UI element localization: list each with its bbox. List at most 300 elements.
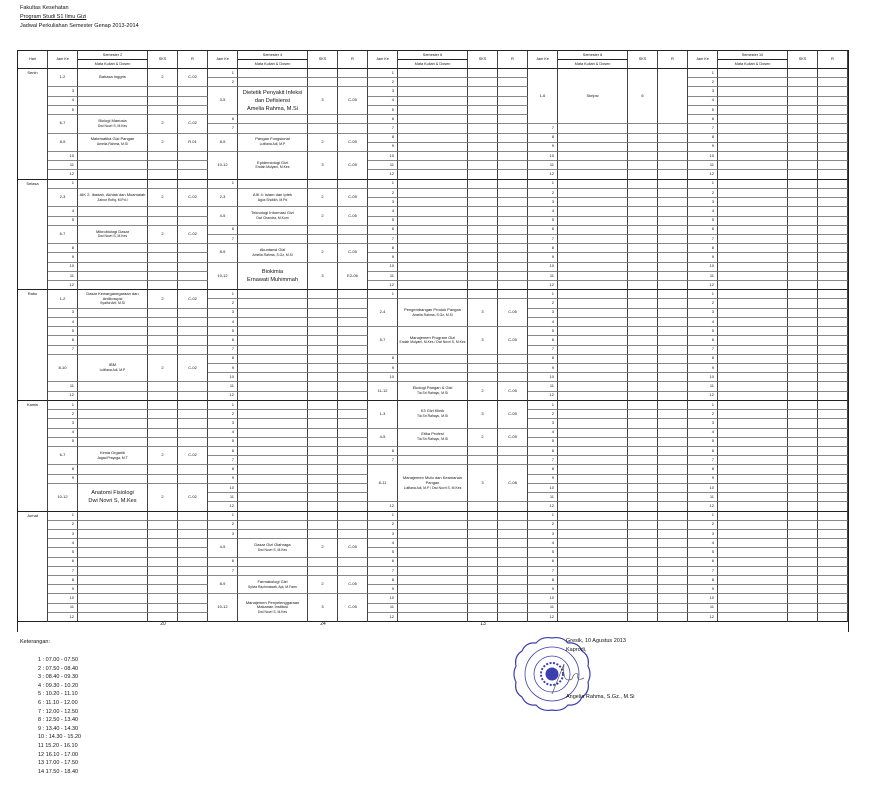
jam-ke-cell: 2 (48, 410, 78, 419)
empty-sks-cell (308, 226, 338, 235)
faculty-name: Fakultas Kesehatan (20, 5, 69, 11)
course-name: Teknologi Informasi Gizi (251, 210, 294, 216)
jam-ke-cell: 7 (528, 456, 558, 465)
empty-room-cell (498, 558, 528, 567)
sks-cell: 2 (148, 134, 178, 152)
empty-course-cell (398, 180, 468, 189)
empty-room-cell (338, 299, 368, 308)
room-cell: C-05 (338, 594, 368, 622)
jam-ke-cell: 1-2 (48, 290, 78, 308)
empty-course-cell (718, 290, 788, 299)
empty-sks-cell (308, 502, 338, 511)
empty-sks-cell (788, 429, 818, 438)
jam-ke-cell: 5 (48, 438, 78, 447)
empty-sks-cell (788, 69, 818, 78)
empty-room-cell (498, 78, 528, 87)
total-sks: 13 (480, 622, 486, 628)
empty-room-cell (818, 115, 848, 124)
empty-room-cell (818, 512, 848, 521)
jam-ke-cell: 9 (208, 475, 238, 484)
empty-sks-cell (148, 585, 178, 594)
jam-ke-cell: 3 (528, 419, 558, 428)
empty-sks-cell (788, 253, 818, 262)
empty-room-cell (178, 161, 208, 170)
jam-ke-cell: 2 (48, 521, 78, 530)
jam-ke-cell: 11 (368, 604, 398, 613)
empty-room-cell (498, 124, 528, 133)
jam-ke-cell: 12 (368, 502, 398, 511)
empty-sks-cell (628, 585, 658, 594)
jam-ke-cell: 10 (528, 263, 558, 272)
course-name: Biokimia (261, 268, 284, 275)
empty-sks-cell (628, 392, 658, 401)
jam-ke-cell: 12 (688, 502, 718, 511)
course-cell (238, 539, 308, 557)
course-name: Dasar Kewarganegaraan dan Antikorupsi (86, 290, 139, 301)
empty-course-cell (398, 189, 468, 198)
empty-room-cell (338, 558, 368, 567)
empty-course-cell (558, 456, 628, 465)
empty-course-cell (78, 429, 148, 438)
empty-course-cell (558, 198, 628, 207)
jam-ke-cell: 1 (528, 180, 558, 189)
jam-ke-cell: 9 (688, 253, 718, 262)
empty-room-cell (178, 170, 208, 179)
empty-room-cell (658, 576, 688, 585)
empty-room-cell (178, 106, 208, 115)
signature-block (566, 637, 634, 702)
jam-ke-cell: 6-7 (48, 226, 78, 244)
empty-room-cell (818, 152, 848, 161)
empty-room-cell (338, 419, 368, 428)
empty-sks-cell (308, 336, 338, 345)
empty-course-cell (718, 161, 788, 170)
jam-ke-cell: 9 (48, 253, 78, 262)
empty-course-cell (78, 475, 148, 484)
empty-course-cell (238, 235, 308, 244)
empty-room-cell (658, 226, 688, 235)
empty-course-cell (558, 217, 628, 226)
empty-sks-cell (788, 143, 818, 152)
jam-ke-cell: 12 (688, 281, 718, 290)
empty-course-cell (718, 401, 788, 410)
jam-ke-cell: 12 (528, 392, 558, 401)
empty-room-cell (658, 465, 688, 474)
empty-course-cell (718, 235, 788, 244)
empty-room-cell (178, 152, 208, 161)
empty-sks-cell (308, 567, 338, 576)
empty-room-cell (658, 456, 688, 465)
empty-sks-cell (628, 244, 658, 253)
jam-ke-cell: 10 (688, 594, 718, 603)
jam-ke-cell: 12 (48, 281, 78, 290)
empty-course-cell (558, 281, 628, 290)
empty-room-cell (178, 392, 208, 401)
jam-ke-cell: 1 (208, 290, 238, 299)
jam-ke-cell: 2 (528, 410, 558, 419)
empty-room-cell (818, 521, 848, 530)
empty-room-cell (818, 318, 848, 327)
empty-room-cell (818, 576, 848, 585)
day-kamis: Kamis (18, 401, 48, 512)
jam-ke-cell: 4 (688, 207, 718, 216)
course-name: Etika Profesi (421, 431, 444, 437)
lecturer-name: Lutfiana Adi, M.P (99, 368, 126, 373)
empty-course-cell (78, 244, 148, 253)
empty-room-cell (338, 530, 368, 539)
jam-ke-cell: 12 (528, 281, 558, 290)
course-cell (78, 484, 148, 512)
empty-course-cell (238, 180, 308, 189)
course-name: Pengembangan Produk Pangan (404, 307, 461, 312)
empty-course-cell (558, 558, 628, 567)
empty-sks-cell (788, 217, 818, 226)
empty-room-cell (818, 69, 848, 78)
empty-room-cell (818, 401, 848, 410)
empty-room-cell (338, 115, 368, 124)
jam-ke-cell: 6 (528, 558, 558, 567)
course-cell (78, 447, 148, 465)
empty-room-cell (338, 512, 368, 521)
course-name: Anatomi Fisiologi (91, 490, 134, 497)
empty-room-cell (658, 475, 688, 484)
empty-room-cell (818, 189, 848, 198)
jam-ke-cell: 4 (528, 429, 558, 438)
day-rabu: Rabu (18, 290, 48, 401)
empty-sks-cell (148, 419, 178, 428)
legend-title: Keterangan: (20, 639, 50, 645)
jam-ke-cell: 1 (208, 401, 238, 410)
room-cell: C-05 (338, 152, 368, 180)
empty-room-cell (658, 143, 688, 152)
jam-ke-cell: 3 (688, 419, 718, 428)
empty-course-cell (718, 438, 788, 447)
empty-sks-cell (148, 97, 178, 106)
jam-ke-cell: 4 (208, 318, 238, 327)
sks-cell: 3 (308, 87, 338, 115)
empty-course-cell (558, 567, 628, 576)
empty-course-cell (238, 355, 308, 364)
jam-ke-cell: 4 (528, 318, 558, 327)
empty-sks-cell (788, 189, 818, 198)
empty-course-cell (398, 548, 468, 557)
day-selasa: Selasa (18, 180, 48, 291)
jam-ke-cell: 1 (688, 69, 718, 78)
empty-sks-cell (148, 106, 178, 115)
empty-course-cell (718, 355, 788, 364)
empty-course-cell (718, 97, 788, 106)
empty-course-cell (398, 87, 468, 96)
empty-room-cell (658, 604, 688, 613)
jam-ke-cell: 4 (528, 539, 558, 548)
empty-course-cell (78, 263, 148, 272)
empty-course-cell (78, 87, 148, 96)
empty-course-cell (238, 475, 308, 484)
empty-room-cell (818, 530, 848, 539)
course-name: Biologi Manusia (98, 118, 127, 124)
empty-room-cell (658, 134, 688, 143)
empty-course-cell (718, 392, 788, 401)
course-name: Dietetik Penyakit Infeksi dan Defisiensi (242, 89, 303, 104)
empty-room-cell (658, 217, 688, 226)
empty-course-cell (718, 263, 788, 272)
empty-room-cell (658, 207, 688, 216)
empty-sks-cell (788, 392, 818, 401)
jam-ke-cell: 6 (368, 447, 398, 456)
jam-ke-cell: 12 (208, 392, 238, 401)
empty-course-cell (718, 309, 788, 318)
semester-title: Semester 6 (398, 51, 468, 60)
empty-sks-cell (148, 263, 178, 272)
empty-course-cell (718, 456, 788, 465)
empty-course-cell (238, 392, 308, 401)
empty-room-cell (658, 355, 688, 364)
empty-room-cell (178, 97, 208, 106)
empty-room-cell (818, 539, 848, 548)
jam-ke-cell: 1-6 (528, 69, 558, 124)
empty-course-cell (718, 382, 788, 391)
empty-sks-cell (148, 392, 178, 401)
sks-cell: 2 (148, 189, 178, 207)
jam-ke-cell: 10-12 (208, 594, 238, 622)
empty-course-cell (238, 410, 308, 419)
jam-ke-cell: 5 (688, 217, 718, 226)
empty-course-cell (238, 124, 308, 133)
empty-room-cell (178, 613, 208, 622)
empty-room-cell (498, 207, 528, 216)
empty-sks-cell (788, 272, 818, 281)
empty-course-cell (398, 198, 468, 207)
jam-ke-cell: 1 (208, 180, 238, 189)
empty-sks-cell (788, 419, 818, 428)
jam-ke-cell: 7 (688, 124, 718, 133)
empty-room-cell (178, 429, 208, 438)
empty-sks-cell (788, 97, 818, 106)
empty-sks-cell (148, 429, 178, 438)
empty-sks-cell (148, 475, 178, 484)
empty-course-cell (558, 438, 628, 447)
jam-ke-cell: 6 (528, 336, 558, 345)
empty-course-cell (718, 124, 788, 133)
semester-title: Semester 4 (238, 51, 308, 60)
empty-room-cell (818, 198, 848, 207)
empty-course-cell (558, 392, 628, 401)
empty-room-cell (818, 272, 848, 281)
jam-ke-cell: 8 (208, 465, 238, 474)
empty-course-cell (78, 604, 148, 613)
empty-room-cell (818, 382, 848, 391)
empty-room-cell (498, 143, 528, 152)
empty-room-cell (338, 410, 368, 419)
empty-room-cell (658, 235, 688, 244)
empty-room-cell (498, 198, 528, 207)
empty-sks-cell (148, 336, 178, 345)
jam-ke-cell: 11 (688, 272, 718, 281)
sks-cell: 2 (468, 429, 498, 447)
empty-course-cell (238, 364, 308, 373)
empty-sks-cell (628, 401, 658, 410)
jam-ke-cell: 2-4 (368, 299, 398, 327)
empty-course-cell (558, 447, 628, 456)
empty-room-cell (658, 244, 688, 253)
empty-room-cell (658, 161, 688, 170)
empty-room-cell (818, 263, 848, 272)
empty-course-cell (398, 290, 468, 299)
empty-course-cell (718, 244, 788, 253)
jam-ke-cell: 7 (48, 346, 78, 355)
jam-ke-cell: 3 (528, 198, 558, 207)
empty-room-cell (818, 410, 848, 419)
empty-sks-cell (788, 373, 818, 382)
empty-room-cell (498, 244, 528, 253)
empty-room-cell (818, 604, 848, 613)
empty-course-cell (718, 521, 788, 530)
room-cell: C-05 (338, 87, 368, 115)
jam-ke-cell: 9 (368, 143, 398, 152)
empty-course-cell (558, 161, 628, 170)
jam-ke-cell: 7 (688, 235, 718, 244)
empty-sks-cell (468, 244, 498, 253)
empty-sks-cell (148, 401, 178, 410)
empty-course-cell (238, 521, 308, 530)
course-cell (78, 189, 148, 207)
empty-course-cell (558, 327, 628, 336)
sks-cell: 2 (308, 134, 338, 152)
empty-sks-cell (308, 392, 338, 401)
empty-course-cell (718, 272, 788, 281)
empty-course-cell (718, 318, 788, 327)
jam-ke-cell: 1 (528, 512, 558, 521)
empty-sks-cell (148, 576, 178, 585)
jam-ke-cell: 2 (368, 521, 398, 530)
lecturer-name: Amelia Rahma, S.Gz, M.Si (412, 312, 453, 317)
jam-ke-cell: 12 (48, 170, 78, 179)
empty-sks-cell (468, 253, 498, 262)
empty-room-cell (338, 346, 368, 355)
jam-ke-cell: 6 (208, 447, 238, 456)
empty-sks-cell (628, 539, 658, 548)
empty-sks-cell (468, 539, 498, 548)
course-cell (238, 152, 308, 180)
jam-ke-cell: 9 (368, 585, 398, 594)
empty-sks-cell (628, 502, 658, 511)
time-slot: 10 : 14.30 - 15.20 (38, 734, 82, 741)
empty-room-cell (178, 401, 208, 410)
empty-room-cell (818, 143, 848, 152)
lecturer-name: Syaiful Arif, M.Si (100, 301, 125, 306)
empty-room-cell (338, 447, 368, 456)
empty-sks-cell (628, 217, 658, 226)
empty-sks-cell (308, 465, 338, 474)
empty-room-cell (658, 318, 688, 327)
lecturer-name: Lutfiana Adi, M.P (259, 142, 286, 147)
empty-room-cell (338, 290, 368, 299)
course-cell (398, 429, 468, 447)
jam-ke-cell: 12 (48, 613, 78, 622)
jam-ke-cell: 7 (48, 567, 78, 576)
header-ruang: R (498, 51, 528, 69)
empty-course-cell (398, 106, 468, 115)
empty-sks-cell (788, 124, 818, 133)
jam-ke-cell: 5 (688, 438, 718, 447)
empty-room-cell (178, 180, 208, 189)
jam-ke-cell: 7 (368, 124, 398, 133)
empty-sks-cell (468, 373, 498, 382)
empty-sks-cell (788, 87, 818, 96)
empty-course-cell (558, 539, 628, 548)
empty-course-cell (78, 336, 148, 345)
empty-room-cell (658, 373, 688, 382)
jam-ke-cell: 1 (688, 401, 718, 410)
empty-room-cell (498, 530, 528, 539)
jam-ke-cell: 1 (208, 512, 238, 521)
time-slot: 13 17.00 - 17.50 (38, 760, 79, 767)
empty-room-cell (658, 272, 688, 281)
empty-sks-cell (628, 290, 658, 299)
empty-sks-cell (628, 594, 658, 603)
header-mata-kuliah: Mata Kuliah & Dosen (238, 60, 308, 69)
empty-course-cell (718, 299, 788, 308)
jam-ke-cell: 6 (368, 226, 398, 235)
empty-course-cell (238, 447, 308, 456)
empty-sks-cell (308, 355, 338, 364)
empty-course-cell (558, 548, 628, 557)
empty-room-cell (338, 475, 368, 484)
empty-room-cell (338, 69, 368, 78)
empty-course-cell (78, 327, 148, 336)
empty-course-cell (718, 493, 788, 502)
empty-sks-cell (308, 512, 338, 521)
empty-room-cell (178, 281, 208, 290)
jam-ke-cell: 5 (48, 548, 78, 557)
empty-sks-cell (788, 539, 818, 548)
empty-course-cell (718, 336, 788, 345)
empty-sks-cell (628, 253, 658, 262)
jam-ke-cell: 1 (48, 401, 78, 410)
jam-ke-cell: 6 (368, 115, 398, 124)
empty-room-cell (658, 170, 688, 179)
jam-ke-cell: 1 (48, 180, 78, 189)
empty-sks-cell (628, 604, 658, 613)
jam-ke-cell: 3 (48, 87, 78, 96)
header-sks: SKS (788, 51, 818, 69)
empty-room-cell (498, 447, 528, 456)
jam-ke-cell: 10 (688, 484, 718, 493)
empty-course-cell (78, 594, 148, 603)
empty-room-cell (818, 124, 848, 133)
empty-room-cell (658, 493, 688, 502)
jam-ke-cell: 5 (528, 548, 558, 557)
signer-name: Angelia Rahma, S.Gz., M.Si (566, 694, 635, 700)
room-cell: C-05 (498, 401, 528, 429)
jam-ke-cell: 8 (368, 134, 398, 143)
empty-room-cell (658, 419, 688, 428)
empty-sks-cell (628, 548, 658, 557)
empty-sks-cell (788, 309, 818, 318)
empty-course-cell (558, 263, 628, 272)
empty-room-cell (178, 548, 208, 557)
empty-room-cell (818, 244, 848, 253)
empty-course-cell (238, 558, 308, 567)
time-slot: 11 15.20 - 16.10 (38, 742, 78, 749)
jam-ke-cell: 10 (528, 594, 558, 603)
jam-ke-cell: 1-3 (368, 401, 398, 429)
empty-sks-cell (308, 78, 338, 87)
empty-course-cell (238, 530, 308, 539)
sks-cell: 3 (468, 465, 498, 502)
empty-course-cell (238, 429, 308, 438)
empty-room-cell (658, 484, 688, 493)
